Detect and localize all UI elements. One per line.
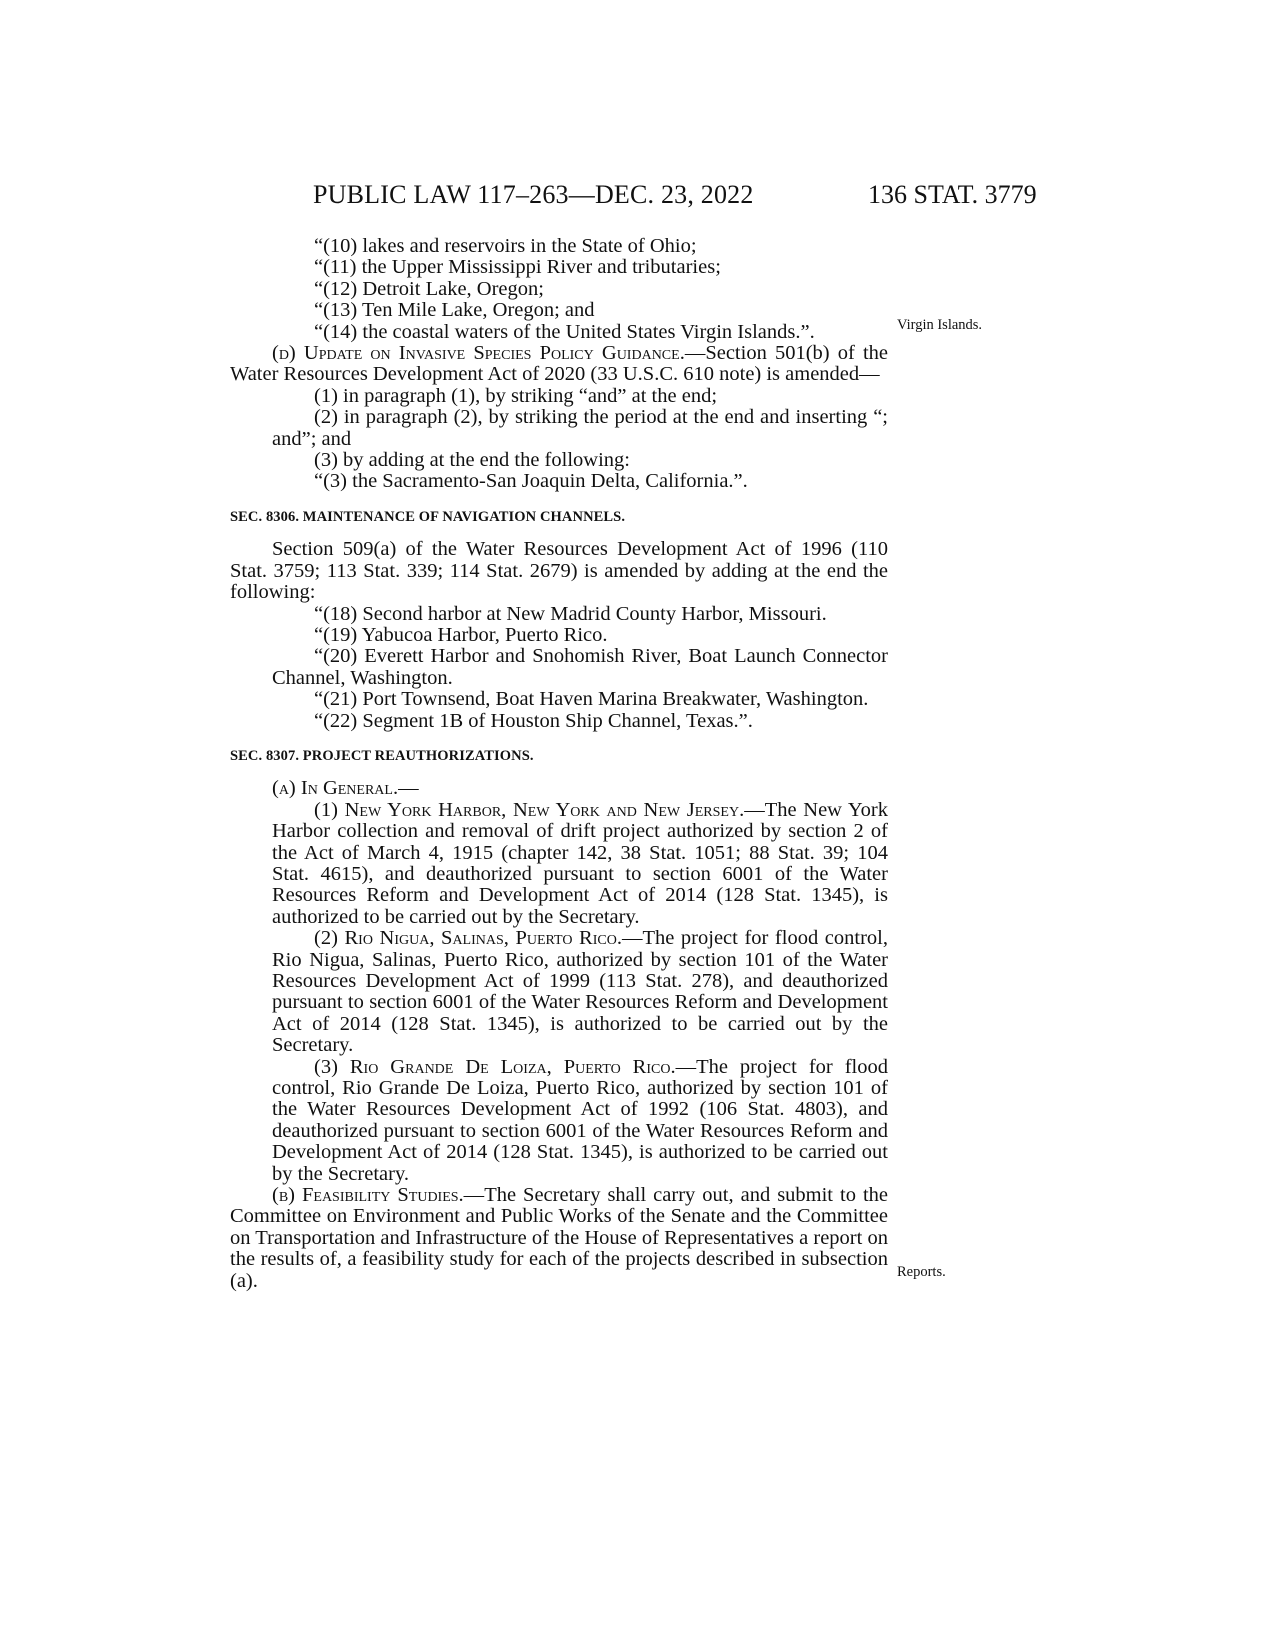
section-8306-item-22: “(22) Segment 1B of Houston Ship Channel, Texas.”. <box>314 709 753 732</box>
subsection-b <box>230 1185 888 1292</box>
page-stat-number: 136 STAT. 3779 <box>868 180 1037 209</box>
list-item-14: “(14) the coastal waters of the United States Virgin Islands.”. <box>314 320 815 343</box>
subsection-d <box>230 343 888 386</box>
subsection-a-paragraph-1 <box>272 800 888 928</box>
paragraph-1-text: The New York Harbor collection and removal of drift project authorized by section 2 of the Act of March 4, 1915 (chapter 142, 38 Stat. 1051; 88 Stat. 39; 104 Stat. 4615), and deauthorized pursuant to section 6001 of the Water Resources Reform and Development Act of 2014 (128 Stat. 1345), is authorized to be carried out by the Secretary. <box>272 798 888 928</box>
subsection-d-item-1: (1) in paragraph (1), by striking “and” at the end; <box>314 384 718 407</box>
subsection-d-item-2: (2) in paragraph (2), by striking the period at the end and inserting “; and”; and <box>272 406 888 450</box>
section-8306-item-21: “(21) Port Townsend, Boat Haven Marina Breakwater, Washington. <box>314 688 869 711</box>
section-8306-item-18: “(18) Second harbor at New Madrid County Harbor, Missouri. <box>314 602 827 625</box>
subsection-d-item-3: (3) by adding at the end the following: <box>314 449 630 472</box>
subsection-d-text: Section 501(b) of the Water Resources Development Act of 2020 (33 U.S.C. 610 note) is amended— <box>230 342 889 386</box>
section-8306-item-19: “(19) Yabucoa Harbor, Puerto Rico. <box>314 623 608 646</box>
subsection-a-paragraph-3 <box>272 1057 888 1185</box>
paragraph-3-text: The project for flood control, Rio Grande De Loiza, Puerto Rico, authorized by section 101 of the Water Resources Development Act of 1992 (106 Stat. 4803), and deauthorized pursuant to section 6001 of the Water Resources Reform and Development Act of 2014 (128 Stat. 1345), is authorized to be carried out by the Secretary. <box>272 1055 888 1185</box>
running-header-title: PUBLIC LAW 117–263—DEC. 23, 2022 <box>313 180 754 209</box>
paragraph-2-text: The project for flood control, Rio Nigua, Salinas, Puerto Rico, authorized by section 101 of the Water Resources Development Act of 1999 (113 Stat. 278), and deauthorized pursuant to section 6001 of the Water Resources Reform and Development Act of 2014 (128 Stat. 1345), is authorized to be carried out by the Secretary. <box>272 927 888 1057</box>
section-8306-item-20: “(20) Everett Harbor and Snohomish River, Boat Launch Connector Channel, Washington. <box>272 645 888 689</box>
section-8306-text: Section 509(a) of the Water Resources Development Act of 1996 (110 Stat. 3759; 113 Stat. 339; 114 Stat. 2679) is amended by adding at the end the following: <box>230 538 888 604</box>
list-item-12: “(12) Detroit Lake, Oregon; <box>314 277 544 300</box>
subsection-b-heading: (b) Feasibility Studies.— <box>272 1184 485 1207</box>
subsection-d-heading: (d) Update on Invasive Species Policy Guidance.— <box>272 342 706 365</box>
subsection-a-paragraph-2 <box>272 928 888 1056</box>
section-8306-heading: SEC. 8306. MAINTENANCE OF NAVIGATION CHANNELS. <box>230 508 626 525</box>
list-item-11: “(11) the Upper Mississippi River and tributaries; <box>314 256 721 279</box>
subsection-a-heading: (a) In General.— <box>272 777 419 800</box>
paragraph-2-heading: (2) Rio Nigua, Salinas, Puerto Rico.— <box>314 927 643 950</box>
list-item-10: “(10) lakes and reservoirs in the State of Ohio; <box>314 235 697 257</box>
paragraph-1-heading: (1) New York Harbor, New York and New Jersey.— <box>314 798 765 821</box>
subsection-b-text: The Secretary shall carry out, and submit to the Committee on Environment and Public Works of the Senate and the Committee on Transportation and Infrastructure of the House of Representatives a report on the results of, a feasibility study for each of the projects described in subsection (a). <box>230 1184 888 1292</box>
paragraph-3-heading: (3) Rio Grande De Loiza, Puerto Rico.— <box>314 1055 697 1078</box>
margin-note-virgin-islands: Virgin Islands. <box>897 317 983 333</box>
subsection-d-item-3-quote: “(3) the Sacramento-San Joaquin Delta, California.”. <box>314 470 748 493</box>
document-body <box>230 236 888 1292</box>
list-item-13: “(13) Ten Mile Lake, Oregon; and <box>314 299 595 322</box>
section-8307-heading: SEC. 8307. PROJECT REAUTHORIZATIONS. <box>230 747 534 764</box>
margin-note-reports: Reports. <box>897 1264 946 1280</box>
